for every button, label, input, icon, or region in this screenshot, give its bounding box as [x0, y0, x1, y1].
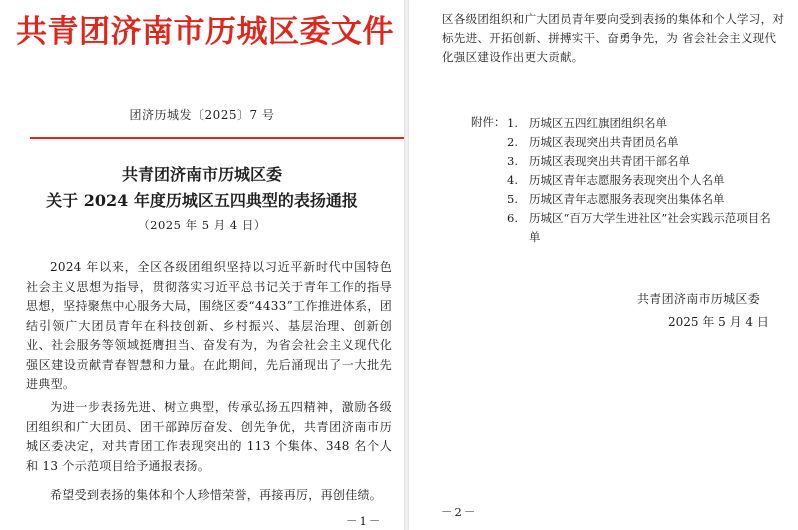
attachment-text: 历城区“百万大学生进社区”社会实践示范项目名单 — [529, 211, 771, 244]
attachments-label: 附件： — [471, 115, 506, 129]
attachment-number: 5. — [507, 192, 518, 206]
attachment-text: 历城区青年志愿服务表现突出集体名单 — [529, 192, 725, 206]
body-paragraph-1: 2024 年以来，全区各级团组织坚持以习近平新时代中国特色社会主义思想为指导，贯彻落实习近平总书记关于青年工作的指导思想，坚持聚焦中心服务大局，围绕区委“4433”工作推进体系，团结引领广大团员青年在科技创新、乡村振兴、基层治理、创新创业、社会服务等领域挺膺担当、奋发有为，为省会社会主义现代化强区建设贡献青春智慧和力量。在此期间，先后涌现出了一大批先进典型。 — [26, 260, 392, 391]
notice-date: （2025 年 5 月 4 日） — [138, 218, 266, 232]
attachment-number: 1. — [507, 116, 518, 130]
attachment-item — [507, 114, 777, 133]
attachment-text: 历城区表现突出共青团员名单 — [529, 135, 679, 149]
attachment-text: 历城区表现突出共青团干部名单 — [529, 154, 690, 168]
red-divider-line — [30, 137, 404, 139]
document-page-2 — [409, 0, 798, 530]
notice-title-line-2: 关于 2024 年度历城区五四典型的表扬通报 — [46, 191, 358, 210]
attachment-number: 3. — [507, 154, 518, 168]
continued-paragraph: 区各级团组织和广大团员青年要向受到表扬的集体和个人学习，对标先进、开拓创新、拼搏实干、奋勇争先，为 省会社会主义现代化强区建设作出更大贡献。 — [442, 12, 785, 64]
body-paragraph-2: 为进一步表扬先进、树立典型，传承弘扬五四精神，激励各级团组织和广大团员、团干部踔厉奋发、创先争优，共青团济南市历城区委决定，对共青团工作表现突出的 113 个集体、348 名个人和 13 个示范项目给予通报表扬。 — [26, 400, 392, 473]
document-number: 团济历城发〔2025〕7 号 — [129, 108, 275, 122]
attachment-text: 历城区青年志愿服务表现突出个人名单 — [529, 173, 725, 187]
attachment-item — [507, 190, 777, 209]
attachment-number: 6. — [507, 211, 518, 225]
attachments-list — [507, 114, 777, 247]
attachment-item — [507, 133, 777, 152]
attachment-item — [507, 152, 777, 171]
page-number-2: －2－ — [441, 505, 478, 519]
signature-date: 2025 年 5 月 4 日 — [668, 315, 769, 329]
document-header-title: 共青团济南市历城区委文件 — [16, 14, 394, 50]
page-number-1: －1－ — [346, 514, 383, 528]
attachment-text: 历城区五四红旗团组织名单 — [529, 116, 667, 130]
attachment-number: 2. — [507, 135, 518, 149]
attachment-item — [507, 209, 777, 247]
body-paragraph-3: 希望受到表扬的集体和个人珍惜荣誉，再接再厉，再创佳绩。 — [50, 488, 383, 502]
notice-title-line-1: 共青团济南市历城区委 — [121, 165, 282, 184]
signature-organization: 共青团济南市历城区委 — [637, 292, 761, 306]
attachment-number: 4. — [507, 173, 518, 187]
attachment-item — [507, 171, 777, 190]
